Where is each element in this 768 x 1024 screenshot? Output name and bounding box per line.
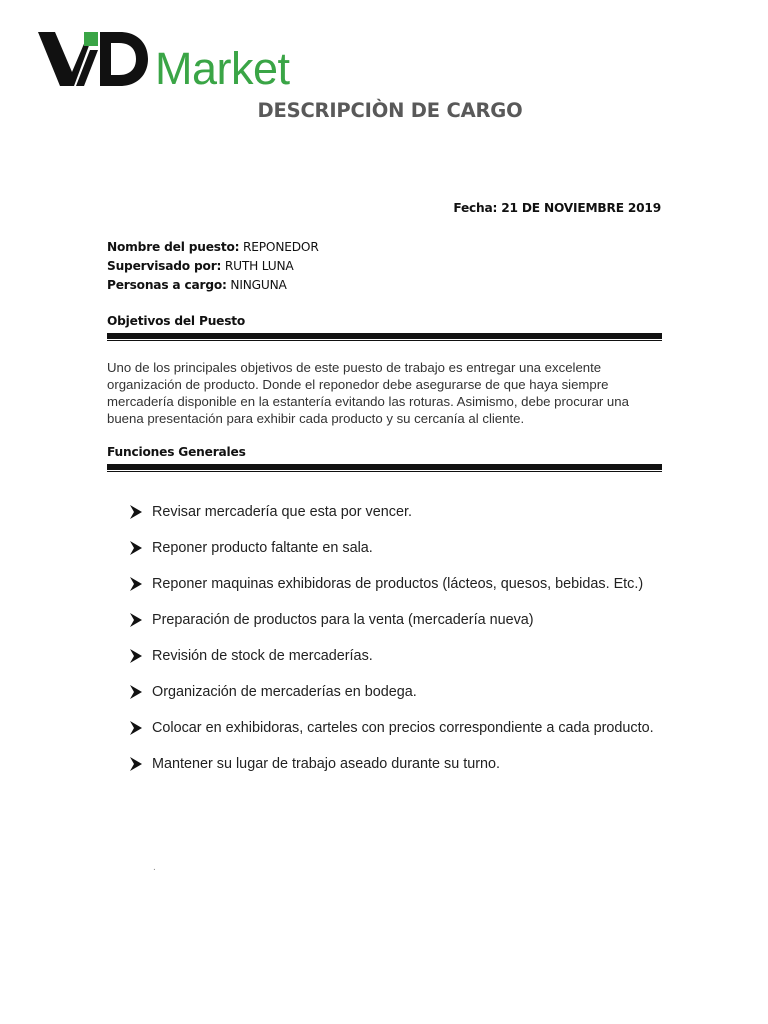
objetivos-paragraph: Uno de los principales objetivos de este puesto de trabajo es entregar una excelente organización de producto. Donde el reponedor debe asegurarse de que haya siempre mercadería disponible en la estantería evitando las roturas. Asimismo, debe procurar una buena presentación para exhibir cada producto y su cercanía al cliente. [107,360,629,426]
arrow-bullet-icon [130,577,142,591]
trailing-mark: . [153,862,156,873]
list-item-text: Revisión de stock de mercaderías. [152,648,373,664]
list-item-text: Mantener su lugar de trabajo aseado durante su turno. [152,756,501,772]
vd-logo-mark-icon [38,28,150,90]
arrow-bullet-icon [130,685,142,699]
list-item-text: Preparación de productos para la venta (mercadería nueva) [152,612,534,628]
info-value: NINGUNA [230,278,287,292]
date-value: 21 DE NOVIEMBRE 2019 [501,201,661,215]
arrow-bullet-icon [130,649,142,663]
list-item-text: Reponer maquinas exhibidoras de productos (lácteos, quesos, bebidas. Etc.) [152,576,644,592]
info-label: Nombre del puesto: [107,240,240,254]
info-label: Personas a cargo: [107,278,227,292]
info-value: REPONEDOR [243,240,319,254]
arrow-bullet-icon [130,541,142,555]
list-item [130,494,670,530]
list-item-text: Revisar mercadería que esta por vencer. [152,504,412,520]
list-item [130,674,670,710]
info-row-personas [107,276,319,295]
list-item [130,602,670,638]
list-item [130,710,670,746]
info-row-puesto [107,238,319,257]
funciones-list [130,494,670,782]
arrow-bullet-icon [130,505,142,519]
arrow-bullet-icon [130,613,142,627]
list-item-text: Colocar en exhibidoras, carteles con precios correspondiente a cada producto. [152,720,654,736]
info-value: RUTH LUNA [224,259,294,273]
section-divider [107,464,662,470]
arrow-bullet-icon [130,721,142,735]
date-label: Fecha: [453,201,498,215]
info-label: Supervisado por: [107,259,222,273]
document-title: DESCRIPCIÒN DE CARGO [257,99,523,122]
arrow-bullet-icon [130,757,142,771]
list-item-text: Reponer producto faltante en sala. [152,540,373,556]
job-info [107,238,319,295]
list-item [130,566,670,602]
section-heading-objetivos: Objetivos del Puesto [107,314,246,328]
section-heading-funciones: Funciones Generales [107,445,246,459]
list-item-text: Organización de mercaderías en bodega. [152,684,417,700]
document-date [453,201,661,215]
info-row-supervisor [107,257,319,276]
section-divider [107,333,662,339]
list-item [130,530,670,566]
logo-wordmark: Market [155,43,290,94]
list-item [130,638,670,674]
list-item [130,746,670,782]
